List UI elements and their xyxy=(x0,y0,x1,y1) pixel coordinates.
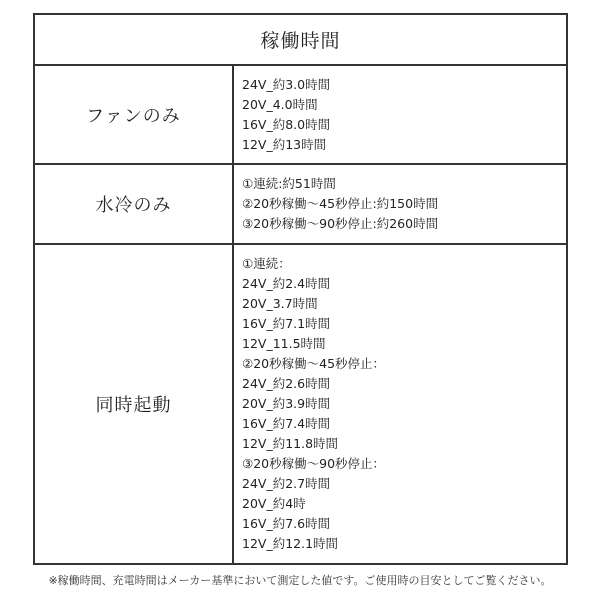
value-line: 20V_約4時 xyxy=(242,496,306,511)
footnote: ※稼働時間、充電時間はメーカー基準において測定した値です。ご使用時の目安としてご覧ください。 xyxy=(48,574,552,587)
table-title: 稼働時間 xyxy=(35,15,566,66)
value-line: 24V_約2.4時間 xyxy=(242,276,331,291)
value-line: ①連続： xyxy=(242,256,291,271)
value-line: ③20秒稼働〜90秒停止： xyxy=(242,456,386,471)
value-line: ②20秒稼働〜45秒停止:約150時間 xyxy=(242,196,439,211)
row-simultaneous xyxy=(35,245,566,563)
value-line: 24V_約2.6時間 xyxy=(242,376,331,391)
row-label: 水冷のみ xyxy=(35,165,234,243)
row-label: ファンのみ xyxy=(35,66,234,163)
value-line: ③20秒稼働〜90秒停止:約260時間 xyxy=(242,216,439,231)
value-line: 20V_4.0時間 xyxy=(242,96,318,112)
value-line: ①連続:約51時間 xyxy=(242,176,336,191)
value-line: 20V_約3.9時間 xyxy=(242,396,331,411)
value-line: 16V_約8.0時間 xyxy=(242,116,331,132)
row-fan-only xyxy=(35,66,566,165)
value-line: 16V_約7.4時間 xyxy=(242,416,331,431)
value-line: 12V_約11.8時間 xyxy=(242,436,339,451)
value-line: 24V_約3.0時間 xyxy=(242,76,331,92)
row-values xyxy=(242,66,562,163)
value-line: 20V_3.7時間 xyxy=(242,296,318,311)
value-line: 12V_約12.1時間 xyxy=(242,536,339,551)
value-line: ②20秒稼働〜45秒停止： xyxy=(242,356,386,371)
value-line: 16V_約7.6時間 xyxy=(242,516,331,531)
value-line: 24V_約2.7時間 xyxy=(242,476,331,491)
value-line: 16V_約7.1時間 xyxy=(242,316,331,331)
row-values xyxy=(242,165,562,243)
value-line: 12V_約13時間 xyxy=(242,136,327,152)
value-line: 12V_11.5時間 xyxy=(242,336,326,351)
row-values xyxy=(242,245,562,563)
row-label: 同時起動 xyxy=(35,245,234,563)
runtime-table xyxy=(33,13,568,565)
row-water-only xyxy=(35,165,566,245)
